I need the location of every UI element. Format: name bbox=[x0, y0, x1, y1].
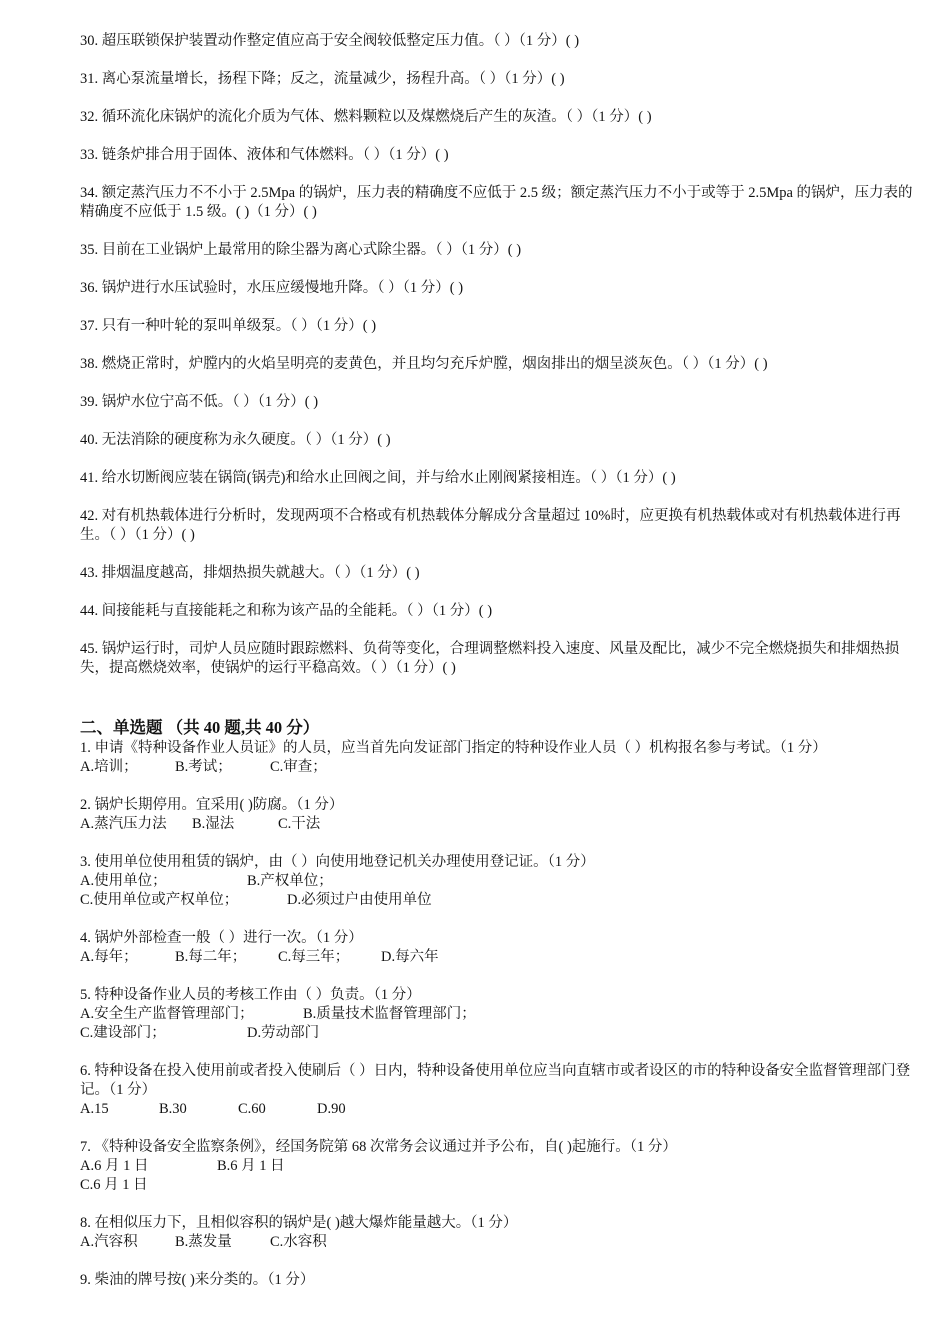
answer-option: B.质量技术监督管理部门； bbox=[303, 1006, 476, 1022]
question-39: 39. 锅炉水位宁高不低。（ ）（1 分）( ) bbox=[80, 394, 319, 410]
answer-option: A.15 bbox=[80, 1101, 109, 1117]
answer-option: C.每三年； bbox=[278, 949, 350, 965]
answer-option: A.安全生产监督管理部门； bbox=[80, 1006, 254, 1022]
question-30: 30. 超压联锁保护装置动作整定值应高于安全阀较低整定压力值。（ ）（1 分）( ) bbox=[80, 33, 580, 49]
single-choice-question bbox=[80, 1138, 920, 1195]
answer-option: A.培训； bbox=[80, 759, 138, 775]
question-44: 44. 间接能耗与直接能耗之和称为该产品的全能耗。（ ）（1 分）( ) bbox=[80, 603, 493, 619]
option-row bbox=[80, 1233, 920, 1252]
answer-option: C.干法 bbox=[278, 816, 321, 832]
answer-option: C.建设部门； bbox=[80, 1025, 166, 1041]
question-stem: 1. 申请《特种设备作业人员证》的人员，应当首先向发证部门指定的特种设作业人员（ ）机构报名参与考试。（1 分） bbox=[80, 740, 827, 756]
question-stem: 7. 《特种设备安全监察条例》，经国务院第 68 次常务会议通过并予公布，自( )起施行。（1 分） bbox=[80, 1139, 677, 1155]
answer-option: B.蒸发量 bbox=[175, 1234, 232, 1250]
question-37: 37. 只有一种叶轮的泵叫单级泵。（ ）（1 分）( ) bbox=[80, 318, 377, 334]
answer-option: D.必须过户由使用单位 bbox=[287, 892, 432, 908]
option-row bbox=[80, 1157, 920, 1176]
single-choice-question bbox=[80, 929, 920, 967]
question-stem: 4. 锅炉外部检查一般（ ）进行一次。（1 分） bbox=[80, 930, 363, 946]
answer-option: B.考试； bbox=[175, 759, 232, 775]
option-row bbox=[80, 948, 920, 967]
section-title-single-choice: 二、单选题 （共 40 题,共 40 分） bbox=[80, 718, 320, 737]
answer-option: C.水容积 bbox=[270, 1234, 327, 1250]
answer-option: B.每二年； bbox=[175, 949, 247, 965]
answer-option: C.6 月 1 日 bbox=[80, 1177, 148, 1193]
answer-option: D.每六年 bbox=[381, 949, 439, 965]
question-38: 38. 燃烧正常时，炉膛内的火焰呈明亮的麦黄色，并且均匀充斥炉膛，烟囱排出的烟呈淡灰色。（ ）（1 分）( ) bbox=[80, 356, 768, 372]
answer-option: C.60 bbox=[238, 1101, 266, 1117]
answer-option: A.每年； bbox=[80, 949, 138, 965]
question-stem: 3. 使用单位使用租赁的锅炉，由（ ）向使用地登记机关办理使用登记证。（1 分） bbox=[80, 854, 595, 870]
option-row bbox=[80, 1005, 920, 1024]
true-false-section bbox=[80, 32, 920, 678]
single-choice-section bbox=[80, 739, 920, 1290]
option-row bbox=[80, 815, 920, 834]
question-35: 35. 目前在工业锅炉上最常用的除尘器为离心式除尘器。（ ）（1 分）( ) bbox=[80, 242, 522, 258]
question-stem: 9. 柴油的牌号按( )来分类的。（1 分） bbox=[80, 1272, 315, 1288]
option-row bbox=[80, 1176, 920, 1195]
answer-option: B.湿法 bbox=[192, 816, 235, 832]
question-40: 40. 无法消除的硬度称为永久硬度。（ ）（1 分）( ) bbox=[80, 432, 391, 448]
question-stem: 2. 锅炉长期停用。宜采用( )防腐。（1 分） bbox=[80, 797, 344, 813]
answer-option: A.使用单位； bbox=[80, 873, 167, 889]
answer-option: C.使用单位或产权单位； bbox=[80, 892, 239, 908]
question-32: 32. 循环流化床锅炉的流化介质为气体、燃料颗粒以及煤燃烧后产生的灰渣。（ ）（1 分）( ) bbox=[80, 109, 652, 125]
single-choice-question bbox=[80, 1062, 920, 1119]
single-choice-question bbox=[80, 796, 920, 834]
single-choice-question bbox=[80, 1271, 920, 1290]
option-row bbox=[80, 758, 920, 777]
option-row bbox=[80, 891, 920, 910]
question-36: 36. 锅炉进行水压试验时，水压应缓慢地升降。（ ）（1 分）( ) bbox=[80, 280, 464, 296]
exam-page bbox=[80, 32, 920, 1309]
single-choice-question bbox=[80, 853, 920, 910]
question-stem: 6. 特种设备在投入使用前或者投入使刷后（ ）日内，特种设备使用单位应当向直辖市或者设区的市的特种设备安全监督管理部门登记。（1 分） bbox=[80, 1063, 911, 1098]
option-row bbox=[80, 1024, 920, 1043]
answer-option: B.30 bbox=[159, 1101, 187, 1117]
question-42: 42. 对有机热载体进行分析时，发现两项不合格或有机热载体分解成分含量超过 10%时，应更换有机热载体或对有机热载体进行再生。（ ）（1 分）( ) bbox=[80, 508, 901, 543]
answer-option: C.审查； bbox=[270, 759, 327, 775]
question-45: 45. 锅炉运行时，司炉人员应随时跟踪燃料、负荷等变化，合理调整燃料投入速度、风量及配比，减少不完全燃烧损失和排烟热损失，提高燃烧效率，使锅炉的运行平稳高效。（ ）（1 分）( ) bbox=[80, 641, 900, 676]
single-choice-question bbox=[80, 986, 920, 1043]
answer-option: B.6 月 1 日 bbox=[217, 1158, 285, 1174]
question-stem: 8. 在相似压力下，且相似容积的锅炉是( )越大爆炸能量越大。（1 分） bbox=[80, 1215, 518, 1231]
answer-option: B.产权单位； bbox=[247, 873, 333, 889]
option-row bbox=[80, 1100, 920, 1119]
question-33: 33. 链条炉排合用于固体、液体和气体燃料。（ ）（1 分）( ) bbox=[80, 147, 449, 163]
question-43: 43. 排烟温度越高，排烟热损失就越大。（ ）（1 分）( ) bbox=[80, 565, 420, 581]
question-stem: 5. 特种设备作业人员的考核工作由（ ）负责。（1 分） bbox=[80, 987, 421, 1003]
single-choice-question bbox=[80, 1214, 920, 1252]
question-41: 41. 给水切断阀应装在锅筒(锅壳)和给水止回阀之间，并与给水止刚阀紧接相连。（ ）（1 分）( ) bbox=[80, 470, 676, 486]
option-row bbox=[80, 872, 920, 891]
question-31: 31. 离心泵流量增长，扬程下降；反之，流量减少，扬程升高。（ ）（1 分）( ) bbox=[80, 71, 565, 87]
single-choice-question bbox=[80, 739, 920, 777]
answer-option: D.90 bbox=[317, 1101, 346, 1117]
answer-option: A.汽容积 bbox=[80, 1234, 138, 1250]
answer-option: D.劳动部门 bbox=[247, 1025, 320, 1041]
answer-option: A.蒸汽压力法 bbox=[80, 816, 167, 832]
answer-option: A.6 月 1 日 bbox=[80, 1158, 149, 1174]
question-34: 34. 额定蒸汽压力不不小于 2.5Mpa 的锅炉，压力表的精确度不应低于 2.5 级；额定蒸汽压力不小于或等于 2.5Mpa 的锅炉，压力表的精确度不应低于 1.5 级。( )（1 分）( ) bbox=[80, 185, 913, 220]
